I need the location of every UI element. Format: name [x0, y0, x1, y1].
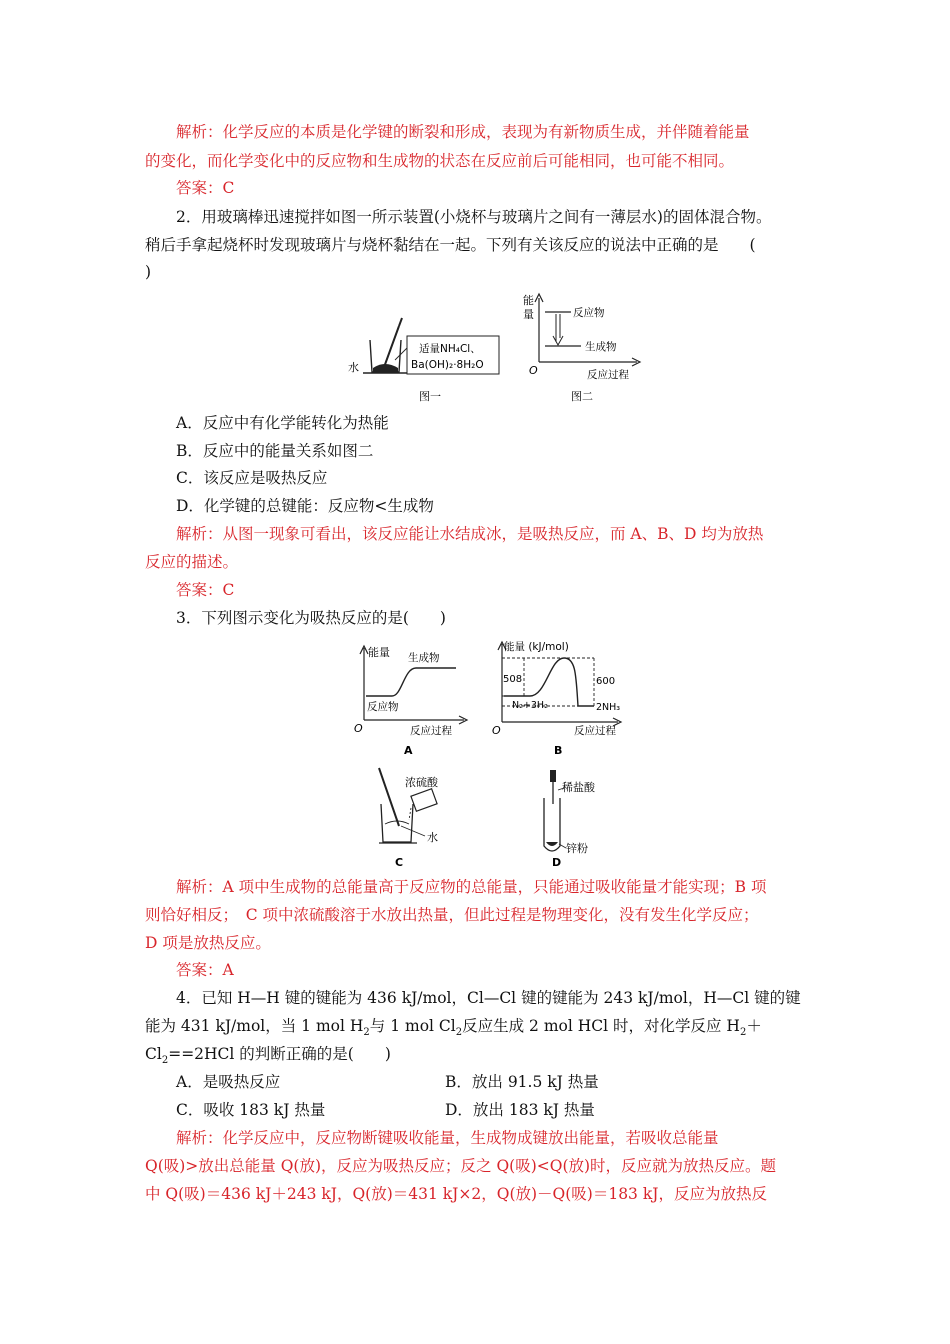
analysis-1-line-1: 解析：化学反应的本质是化学键的断裂和形成，表现为有新物质生成，并伴随着能量 [176, 123, 750, 141]
figure-2-y-label-1: 能 [523, 294, 534, 307]
answer-2: 答案：C [176, 581, 235, 599]
analysis-4-line-2: Q(吸)>放出总能量 Q(放)，反应为吸热反应；反之 Q(吸)<Q(放)时，反应就为放热反应。题 [145, 1157, 777, 1175]
q4-text-c: 反应生成 2 mol HCl 时，对化学反应 H [462, 1017, 740, 1035]
figure-a-x-label: 反应过程 [410, 725, 452, 737]
figure-a-origin: O [354, 722, 363, 735]
q4-text-a: 能为 431 kJ/mol，当 1 mol H [145, 1017, 364, 1035]
figure-c-acid-label: 浓硫酸 [405, 776, 438, 789]
figure-2-x-label: 反应过程 [587, 369, 629, 381]
answer-1: 答案：C [176, 179, 235, 197]
figure-b-caption: B [554, 744, 563, 757]
question-4-option-a: A．是吸热反应 [176, 1073, 281, 1091]
q4-text-d: ＋ [746, 1017, 762, 1035]
analysis-2-line-1: 解析：从图一现象可看出，该反应能让水结成冰，是吸热反应，而 A、B、D 均为放热 [176, 525, 764, 543]
figure-1-beaker [335, 288, 510, 406]
q4-sub-2: 2 [455, 1027, 463, 1039]
figure-b-origin: O [492, 724, 501, 737]
figure-b-value-508: 508 [503, 674, 523, 685]
question-2-line-3: ) [145, 263, 152, 281]
figure-1-caption: 图一 [419, 390, 441, 403]
question-4-option-c: C．吸收 183 kJ 热量 [176, 1101, 326, 1119]
figure-1-label-1: 适量NH₄Cl、 [419, 343, 481, 355]
question-2-option-b: B．反应中的能量关系如图二 [176, 442, 374, 460]
question-2-line-2: 稍后手拿起烧杯时发现玻璃片与烧杯黏结在一起。下列有关该反应的说法中正确的是 ( [145, 236, 756, 254]
question-4-option-d: D．放出 183 kJ 热量 [445, 1101, 595, 1119]
figure-d-zinc-label: 锌粉 [566, 842, 588, 855]
analysis-4-line-3: 中 Q(吸)＝436 kJ＋243 kJ，Q(放)＝431 kJ×2，Q(放)－Q(吸)＝183 kJ，反应为放热反 [145, 1185, 767, 1203]
q4-text-e: Cl [145, 1045, 162, 1063]
question-3: 3．下列图示变化为吸热反应的是( ) [176, 609, 446, 627]
answer-3: 答案：A [176, 961, 234, 979]
figure-b-product-label: 2NH₃ [596, 702, 621, 713]
q4-sub-4: 2 [161, 1055, 169, 1067]
q4-text-b: 与 1 mol Cl [369, 1017, 456, 1035]
figure-2-energy-diagram [515, 290, 655, 408]
figure-a-product-label: 生成物 [408, 652, 440, 664]
question-2-option-d: D．化学键的总键能：反应物<生成物 [176, 497, 434, 515]
figure-1-label-2: Ba(OH)₂·8H₂O [411, 359, 484, 371]
figure-a-caption: A [404, 744, 413, 757]
q4-sub-1: 2 [363, 1027, 370, 1039]
figure-2-reactant-label: 反应物 [573, 307, 605, 319]
q4-text-f: ==2HCl 的判断正确的是( ) [168, 1045, 391, 1063]
question-2-line-1: 2．用玻璃棒迅速搅拌如图一所示装置(小烧杯与玻璃片之间有一薄层水)的固体混合物。 [176, 208, 772, 226]
question-4-option-b: B．放出 91.5 kJ 热量 [445, 1073, 599, 1091]
figure-2-caption: 图二 [571, 390, 593, 403]
figure-1-water-label: 水 [348, 361, 359, 374]
figure-d-test-tube [530, 764, 630, 872]
figure-d-caption: D [552, 856, 562, 869]
figure-b-y-label: 能量 (kJ/mol) [504, 641, 569, 653]
figure-a-energy-diagram [350, 638, 475, 760]
figure-c-beaker [365, 764, 465, 872]
figure-b-energy-diagram [490, 636, 630, 760]
analysis-3-line-2: 则恰好相反； C 项中浓硫酸溶于水放出热量，但此过程是物理变化，没有发生化学反应； [145, 906, 759, 924]
figure-c-caption: C [395, 856, 404, 869]
question-2-option-c: C．该反应是吸热反应 [176, 469, 328, 487]
figure-2-product-label: 生成物 [585, 341, 617, 353]
question-4-line-1: 4．已知 H—H 键的键能为 436 kJ/mol，Cl—Cl 键的键能为 243 kJ/mol，H—Cl 键的键 [176, 989, 801, 1007]
figure-2-y-label-2: 量 [523, 308, 534, 321]
question-2-option-a: A．反应中有化学能转化为热能 [176, 414, 389, 432]
figure-2-origin: O [529, 364, 538, 377]
figure-b-x-label: 反应过程 [574, 725, 616, 737]
figure-a-reactant-label: 反应物 [367, 701, 399, 713]
figure-b-reactant-label: N₂+3H₂ [512, 700, 548, 711]
figure-d-acid-label: 稀盐酸 [562, 781, 595, 794]
figure-c-water-label: 水 [427, 831, 438, 844]
figure-a-y-label: 能量 [368, 646, 390, 659]
analysis-4-line-1: 解析：化学反应中，反应物断键吸收能量，生成物成键放出能量，若吸收总能量 [176, 1129, 719, 1147]
analysis-1-line-2: 的变化，而化学变化中的反应物和生成物的状态在反应前后可能相同，也可能不相同。 [145, 152, 735, 170]
analysis-2-line-2: 反应的描述。 [145, 553, 239, 571]
analysis-3-line-3: D 项是放热反应。 [145, 934, 271, 952]
figure-b-value-600: 600 [596, 676, 616, 687]
analysis-3-line-1: 解析：A 项中生成物的总能量高于反应物的总能量，只能通过吸收能量才能实现；B 项 [176, 878, 767, 896]
q4-sub-3: 2 [739, 1027, 747, 1039]
